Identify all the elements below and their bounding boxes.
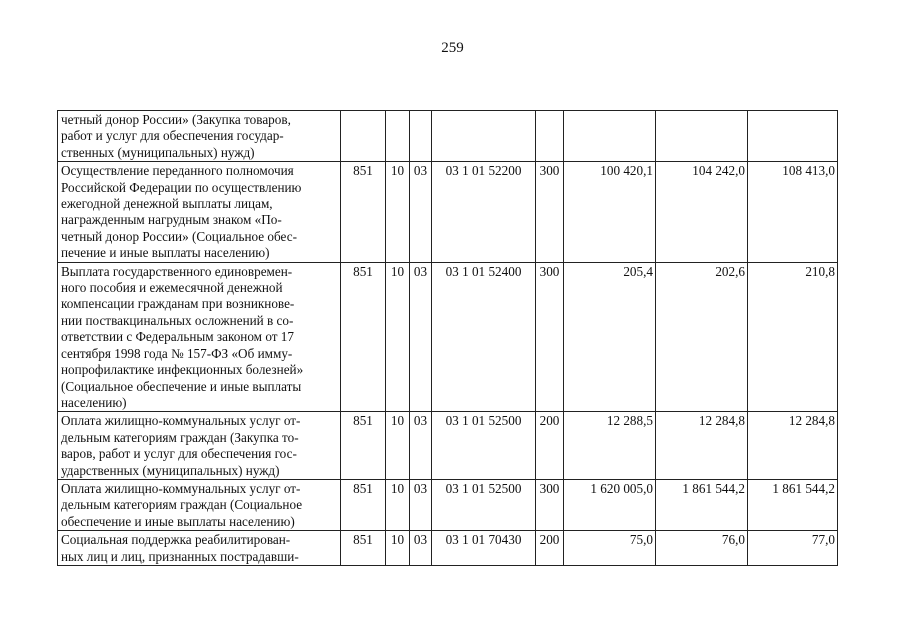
amount-year3-cell: 12 284,8: [748, 412, 838, 480]
description-line: печение и иные выплаты населению): [61, 245, 270, 261]
table-row: [58, 262, 838, 412]
description-line: населению): [61, 394, 127, 410]
ministry-code-cell: 851: [341, 412, 386, 480]
expense-type-cell: 200: [536, 412, 564, 480]
amount-year1-cell: 1 620 005,0: [564, 479, 656, 530]
table-row: [58, 162, 838, 262]
amount-year3-cell: 77,0: [748, 531, 838, 566]
target-article-cell: 03 1 01 52500: [432, 412, 536, 480]
amount-year2-cell: 104 242,0: [656, 162, 748, 262]
amount-year3-cell: [748, 111, 838, 162]
description-line: сентября 1998 года № 157-ФЗ «Об имму-: [61, 345, 293, 361]
expense-type-cell: 300: [536, 479, 564, 530]
amount-year2-cell: 76,0: [656, 531, 748, 566]
table-row: [58, 111, 838, 162]
description-line: ственных (муниципальных) нужд): [61, 144, 255, 160]
ministry-code-cell: [341, 111, 386, 162]
subsection-code-cell: 03: [410, 412, 432, 480]
description-line: награжденным нагрудным знаком «По-: [61, 212, 282, 228]
amount-year1-cell: 100 420,1: [564, 162, 656, 262]
description-line: варов, работ и услуг для обеспечения гос-: [61, 446, 297, 462]
table-body: [58, 111, 838, 566]
table-row: [58, 531, 838, 566]
description-cell: [58, 162, 341, 262]
amount-year3-cell: 108 413,0: [748, 162, 838, 262]
description-cell: [58, 111, 341, 162]
ministry-code-cell: 851: [341, 479, 386, 530]
description-line: компенсации гражданам при возникнове-: [61, 296, 295, 312]
description-line: Осуществление переданного полномочия: [61, 163, 294, 179]
amount-year2-cell: 202,6: [656, 262, 748, 412]
description-line: Оплата жилищно-коммунальных услуг от-: [61, 480, 301, 496]
description-line: ответствии с Федеральным законом от 17: [61, 329, 294, 345]
page-number: 259: [441, 40, 464, 56]
subsection-code-cell: [410, 111, 432, 162]
expense-type-cell: 300: [536, 162, 564, 262]
section-code-cell: [386, 111, 410, 162]
amount-year2-cell: 1 861 544,2: [656, 479, 748, 530]
ministry-code-cell: 851: [341, 262, 386, 412]
subsection-code-cell: 03: [410, 162, 432, 262]
amount-year2-cell: 12 284,8: [656, 412, 748, 480]
description-line: Российской Федерации по осуществлению: [61, 179, 302, 195]
section-code-cell: 10: [386, 412, 410, 480]
description-line: ежегодной денежной выплаты лицам,: [61, 196, 273, 212]
description-line: обеспечение и иные выплаты населению): [61, 513, 295, 529]
table-row: [58, 412, 838, 480]
subsection-code-cell: 03: [410, 531, 432, 566]
description-line: ных лиц и лиц, признанных пострадавши-: [61, 548, 299, 564]
subsection-code-cell: 03: [410, 262, 432, 412]
amount-year2-cell: [656, 111, 748, 162]
description-cell: [58, 479, 341, 530]
description-line: ударственных (муниципальных) нужд): [61, 462, 280, 478]
target-article-cell: 03 1 01 52400: [432, 262, 536, 412]
expense-type-cell: 300: [536, 262, 564, 412]
ministry-code-cell: 851: [341, 531, 386, 566]
amount-year1-cell: 75,0: [564, 531, 656, 566]
description-line: четный донор России» (Социальное обес-: [61, 228, 297, 244]
section-code-cell: 10: [386, 479, 410, 530]
amount-year1-cell: 12 288,5: [564, 412, 656, 480]
description-line: работ и услуг для обеспечения государ-: [61, 128, 284, 144]
description-line: Оплата жилищно-коммунальных услуг от-: [61, 413, 301, 429]
description-line: Выплата государственного единовремен-: [61, 263, 293, 279]
description-line: дельным категориям граждан (Социальное: [61, 497, 303, 513]
target-article-cell: 03 1 01 52500: [432, 479, 536, 530]
amount-year3-cell: 1 861 544,2: [748, 479, 838, 530]
section-code-cell: 10: [386, 531, 410, 566]
amount-year1-cell: [564, 111, 656, 162]
amount-year3-cell: 210,8: [748, 262, 838, 412]
expense-type-cell: [536, 111, 564, 162]
description-line: четный донор России» (Закупка товаров,: [61, 112, 291, 127]
amount-year1-cell: 205,4: [564, 262, 656, 412]
expense-type-cell: 200: [536, 531, 564, 566]
table-row: [58, 479, 838, 530]
target-article-cell: 03 1 01 70430: [432, 531, 536, 566]
target-article-cell: [432, 111, 536, 162]
description-cell: [58, 531, 341, 566]
target-article-cell: 03 1 01 52200: [432, 162, 536, 262]
subsection-code-cell: 03: [410, 479, 432, 530]
description-cell: [58, 262, 341, 412]
budget-table: [57, 110, 838, 566]
section-code-cell: 10: [386, 162, 410, 262]
description-line: нопрофилактике инфекционных болезней»: [61, 362, 304, 378]
description-line: ного пособия и ежемесячной денежной: [61, 280, 283, 296]
description-line: дельным категориям граждан (Закупка то-: [61, 429, 299, 445]
ministry-code-cell: 851: [341, 162, 386, 262]
description-line: нии поствакцинальных осложнений в со-: [61, 312, 294, 328]
description-cell: [58, 412, 341, 480]
section-code-cell: 10: [386, 262, 410, 412]
description-line: Социальная поддержка реабилитирован-: [61, 532, 291, 548]
description-line: (Социальное обеспечение и иные выплаты: [61, 378, 302, 394]
